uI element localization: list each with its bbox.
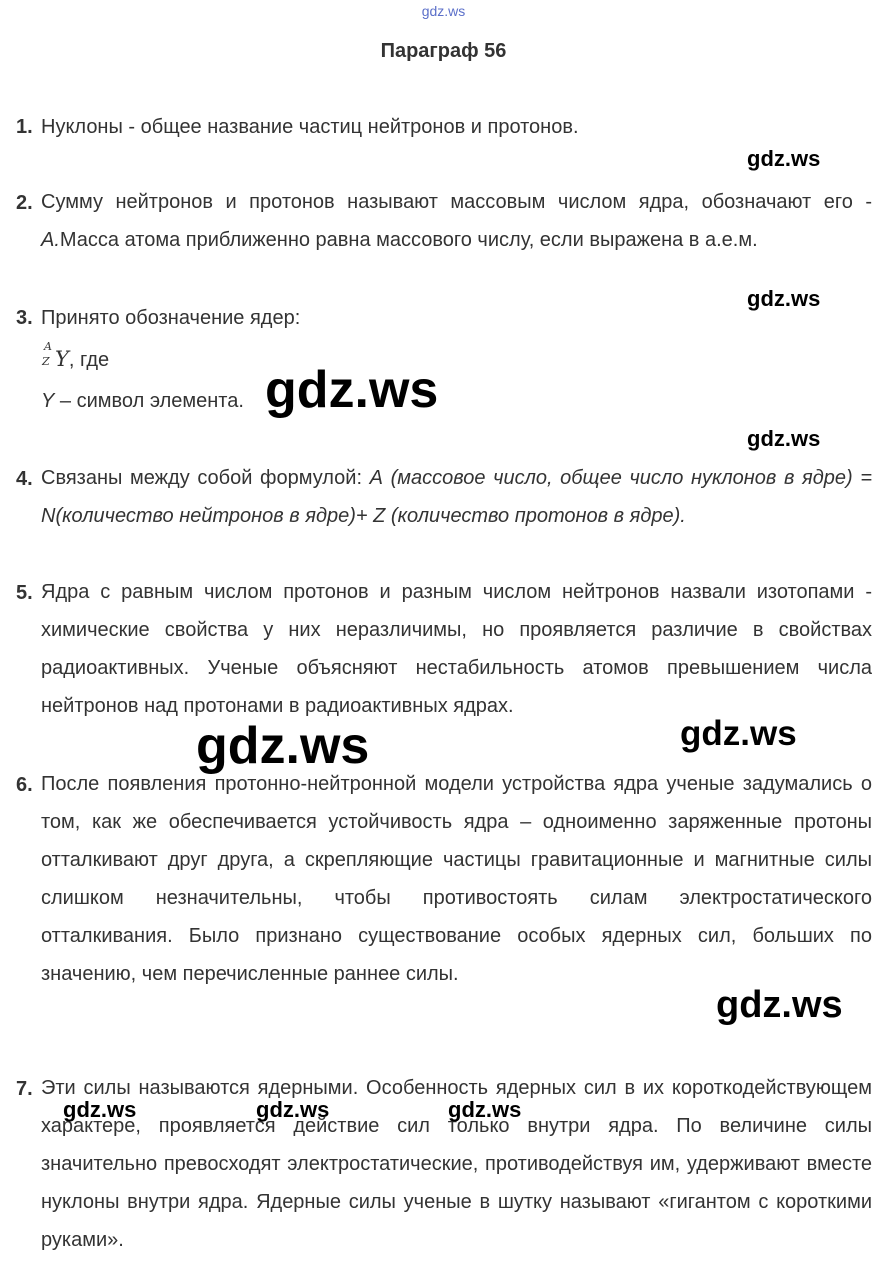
watermark: gdz.ws — [747, 286, 821, 311]
watermark: gdz.ws — [680, 714, 797, 753]
item-text-3-line1: Принято обозначение ядер: — [41, 307, 301, 329]
item-number-2: 2. — [16, 192, 33, 214]
item-text-3-where: , где — [68, 349, 110, 371]
nuclide-notation: A Z — [42, 340, 52, 368]
watermark: gdz.ws — [747, 426, 821, 451]
item-text-4-plain: Связаны между собой формулой: — [41, 467, 370, 489]
item-text-4 — [41, 459, 872, 535]
item-number-1: 1. — [16, 116, 33, 138]
item-text-2 — [41, 183, 872, 259]
item-text-7: Эти силы называются ядерными. Особенность ядерных сил в их короткодействующем характере, проявляется действие сил только внутри ядра. По величине силы значительно превосходят электростатические, противодействуя им, удерживают вместе нуклоны внутри ядра. Ядерные силы ученые в шутку называют «гигантом с короткими руками». — [41, 1077, 872, 1251]
item-text-4-formula: А (массовое число, общее число нуклонов в ядре) = N(количество нейтронов в ядре)+ Z (количество протонов в ядре). — [41, 467, 873, 527]
item-text-6: После появления протонно-нейтронной модели устройства ядра ученые задумались о том, как же обеспечивается устойчивость ядра – одноименно заряженные протоны отталкивают друг друга, а скрепляющие частицы гравитационные и магнитные силы слишком незначительны, чтобы противостоять силам электростатического отталкивания. Было признано существование особых ядерных сил, больших по значению, чем перечисленные раннее силы. — [41, 773, 872, 985]
top-site-link[interactable]: gdz.ws — [421, 3, 466, 19]
nuclide-symbol: Y — [55, 347, 69, 371]
watermark: gdz.ws — [256, 1097, 330, 1122]
item-text-5: Ядра с равным числом протонов и разным числом нейтронов назвали изотопами - химические свойства у них неразличимы, но проявляется различие в свойствах радиоактивных. Ученые объясняют нестабильность атомов превышением числа нейтронов над протонами в радиоактивных ядрах. — [41, 581, 872, 717]
item-text-3-symbol-desc: – символ элемента. — [54, 390, 244, 412]
item-number-7: 7. — [16, 1078, 33, 1100]
item-number-3: 3. — [16, 307, 33, 329]
watermark: gdz.ws — [265, 361, 439, 419]
item-text-2-part-a: Сумму нейтронов и протонов называют массовым числом ядра, обозначают его - — [41, 191, 872, 213]
watermark: gdz.ws — [716, 984, 843, 1026]
item-text-3-line2 — [41, 340, 110, 372]
watermark: gdz.ws — [196, 717, 370, 775]
item-text-1: Нуклоны - общее название частиц нейтронов и протонов. — [41, 116, 579, 138]
watermark: gdz.ws — [747, 146, 821, 171]
item-text-3-y: Y — [41, 390, 55, 412]
item-text-2-part-b: Масса атома приближенно равна массового числу, если выражена в а.е.м. — [59, 229, 758, 251]
page-title: Параграф 56 — [380, 40, 507, 62]
watermark: gdz.ws — [448, 1097, 522, 1122]
item-number-5: 5. — [16, 582, 33, 604]
item-text-2-italic: А. — [41, 229, 60, 251]
watermark: gdz.ws — [63, 1097, 137, 1122]
item-number-4: 4. — [16, 468, 33, 490]
item-text-3-line3 — [41, 390, 244, 413]
item-number-6: 6. — [16, 774, 33, 796]
